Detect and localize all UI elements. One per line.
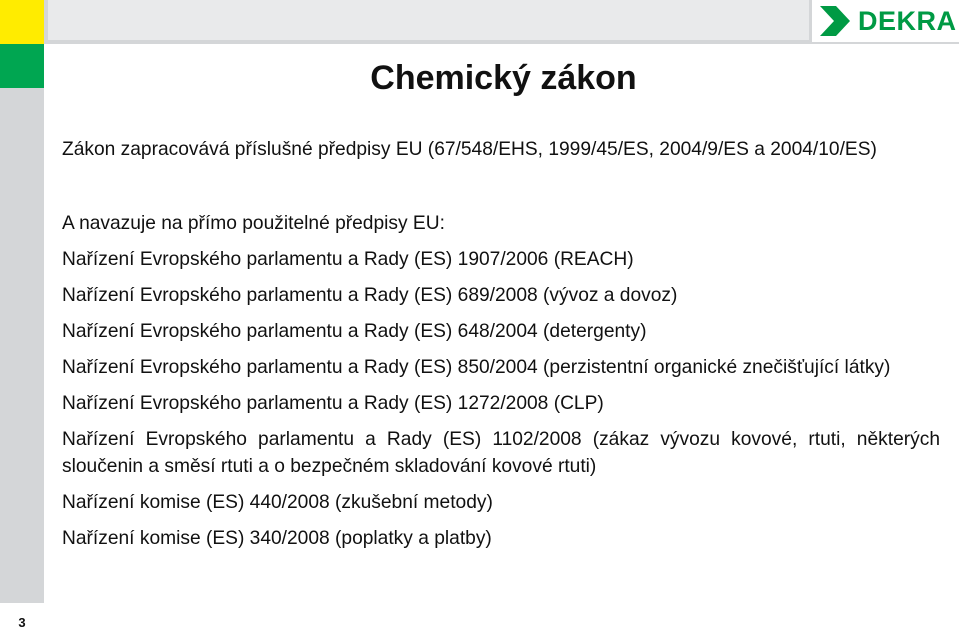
- slide-title: Chemický zákon: [370, 59, 637, 97]
- regulation-item: Nařízení Evropského parlamentu a Rady (ES) 1272/2008 (CLP): [62, 393, 604, 414]
- lead-line: A navazuje na přímo použitelné předpisy EU:: [62, 213, 445, 234]
- page-number: 3: [18, 615, 26, 630]
- regulation-item: Nařízení Evropského parlamentu a Rady (ES) 1102/2008 (zákaz vývozu kovové, rtuti, některých sloučenin a směsí rtuti a o bezpečném skladování kovové rtuti): [62, 429, 940, 477]
- header-strip: [48, 0, 809, 40]
- yellow-corner-block: [0, 0, 44, 44]
- regulation-item: Nařízení Evropského parlamentu a Rady (ES) 648/2004 (detergenty): [62, 321, 647, 342]
- regulation-item: Nařízení Evropského parlamentu a Rady (ES) 689/2008 (vývoz a dovoz): [62, 285, 678, 306]
- regulation-item: Nařízení Evropského parlamentu a Rady (ES) 850/2004 (perzistentní organické znečišťující látky): [62, 357, 891, 378]
- regulation-item: Nařízení komise (ES) 440/2008 (zkušební metody): [62, 492, 493, 513]
- regulation-item: Nařízení Evropského parlamentu a Rady (ES) 1907/2006 (REACH): [62, 249, 634, 270]
- logo-text: DEKRA: [858, 6, 957, 36]
- regulation-item: Nařízení komise (ES) 340/2008 (poplatky a platby): [62, 528, 492, 549]
- green-accent-block: [0, 44, 44, 88]
- slide-content: [62, 136, 940, 552]
- dekra-logo-icon: [820, 6, 852, 36]
- intro-paragraph: Zákon zapracovává příslušné předpisy EU (67/548/EHS, 1999/45/ES, 2004/9/ES a 2004/10/ES): [62, 139, 877, 160]
- left-sidebar-band: [0, 44, 44, 644]
- dekra-logo: [812, 0, 959, 42]
